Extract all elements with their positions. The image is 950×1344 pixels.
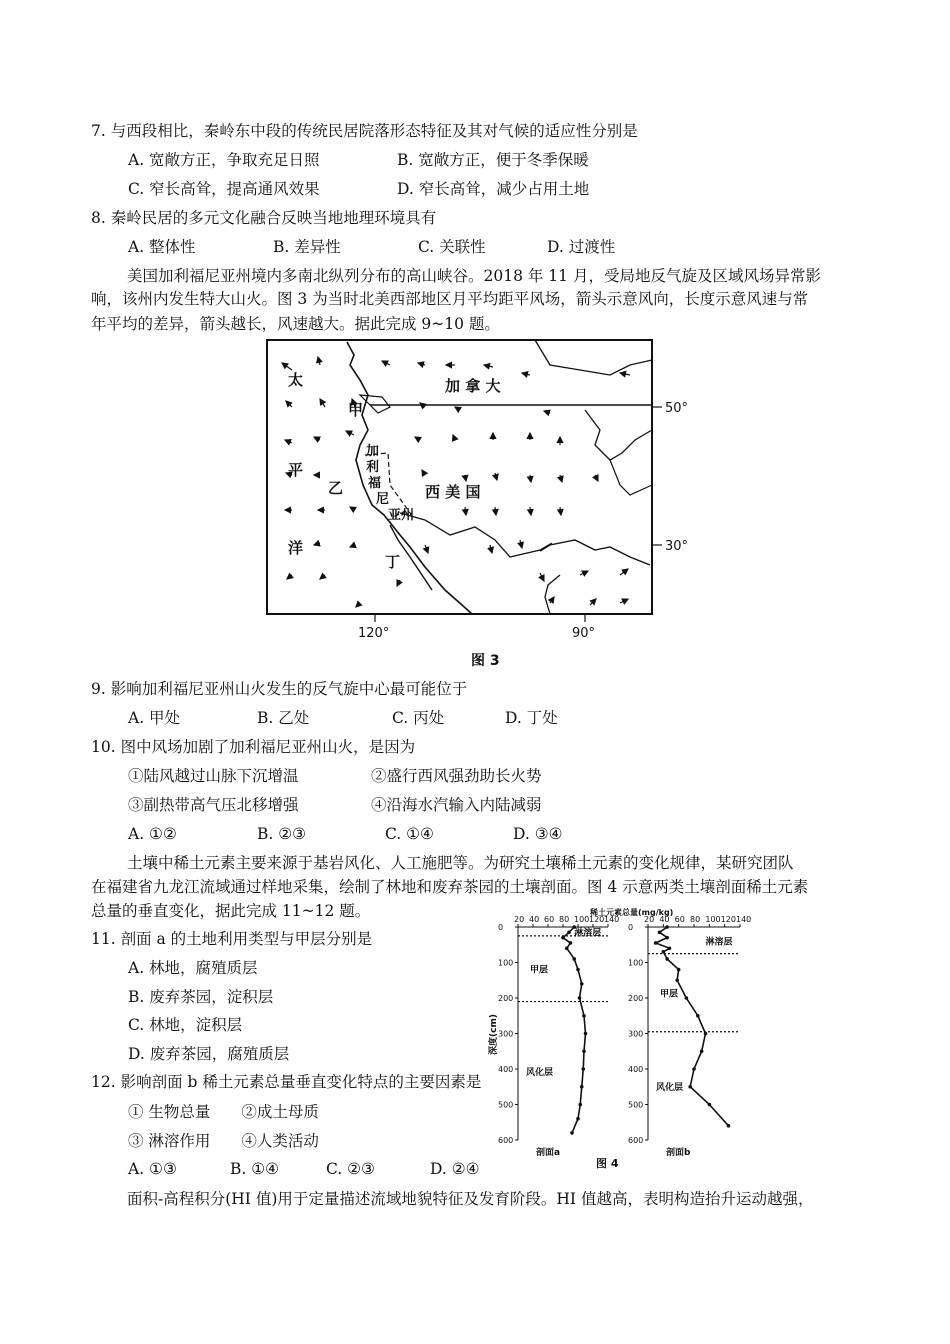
profile-a-xtick-label: 60 <box>544 915 555 924</box>
passage-3-line-1: 面积-高程积分(HI 值)用于定量描述流域地貌特征及发育阶段。HI 值越高，表明构造抬升运动越强， <box>127 1190 814 1208</box>
question-9-stem: 9. 影响加利福尼亚州山火发生的反气旋中心最可能位于 <box>91 680 468 698</box>
profile-b-xtick-label: 80 <box>690 915 701 924</box>
profile-b-ree-point <box>658 931 662 935</box>
question-10-statement-4: ④沿海水汽输入内陆减弱 <box>371 796 542 814</box>
label-yi: 乙 <box>328 479 344 497</box>
question-9-option-b[interactable]: B. 乙处 <box>257 709 310 727</box>
question-10-option-b[interactable]: B. ②③ <box>257 825 307 843</box>
profile-b-xtick-label: 140 <box>736 915 752 924</box>
question-10-stem: 10. 图中风场加剧了加利福尼亚州山火，是因为 <box>91 738 416 756</box>
label-usa: 西 美 国 <box>425 483 481 501</box>
profile-a-ree-point <box>581 1067 585 1071</box>
question-7-option-a[interactable]: A. 宽敞方正，争取充足日照 <box>128 151 320 169</box>
profile-a-ree-point <box>580 982 584 986</box>
profile-a-ree-point <box>565 947 569 951</box>
profile-a-ytick-label: 300 <box>498 1029 514 1039</box>
label-canada: 加 拿 大 <box>445 377 501 395</box>
profile-b-ytick-label: 600 <box>628 1136 644 1145</box>
question-11-option-d[interactable]: D. 废弃茶园，腐殖质层 <box>128 1045 290 1063</box>
label-calif-3: 福 <box>368 476 382 491</box>
question-11-option-a[interactable]: A. 林地，腐殖质层 <box>128 959 258 977</box>
question-11-stem: 11. 剖面 a 的土地利用类型与甲层分别是 <box>91 930 373 948</box>
profile-b-ree-point <box>675 978 679 982</box>
profile-a-ree-point <box>561 936 565 940</box>
question-8-option-a[interactable]: A. 整体性 <box>128 238 196 256</box>
profile-b-ree-point <box>665 957 669 961</box>
figure-3-caption: 图 3 <box>471 653 500 669</box>
label-yang: 洋 <box>288 539 304 557</box>
profile-a-ree-point <box>582 1049 586 1053</box>
profile-b-ree-point <box>677 968 681 972</box>
lat-30: 30° <box>665 539 689 554</box>
figure-4-x-title: 稀土元素总量(mg/kg) <box>590 908 674 917</box>
question-10-statement-3: ③副热带高气压北移增强 <box>128 796 299 814</box>
label-calif-4: 尼 <box>376 492 390 507</box>
question-7-option-b[interactable]: B. 宽敞方正，便于冬季保暖 <box>397 151 589 169</box>
label-ping: 平 <box>288 461 304 479</box>
passage-1-line-3: 年平均的差异，箭头越长，风速越大。据此完成 9~10 题。 <box>91 315 500 333</box>
profile-a-xtick-label: 100 <box>574 915 590 924</box>
profile-a-ytick-label: 100 <box>498 958 514 968</box>
question-12-statements-3-4: ③ 淋溶作用 ④人类活动 <box>128 1132 319 1150</box>
question-7-option-c[interactable]: C. 窄长高耸，提高通风效果 <box>128 180 320 198</box>
profile-b-xtick-label: 100 <box>705 915 721 924</box>
question-10-option-a[interactable]: A. ①② <box>128 825 177 843</box>
profile-a-ytick-label: 600 <box>498 1136 514 1145</box>
profile-b-layer-1-label: 淋溶层 <box>705 937 733 948</box>
profile-b-xtick-label: 120 <box>720 915 736 924</box>
question-12-stem: 12. 影响剖面 b 稀土元素总量垂直变化特点的主要因素是 <box>91 1073 482 1091</box>
profile-a-panel <box>498 915 619 1158</box>
profile-a-ree-point <box>584 1032 588 1036</box>
profile-b-ree-point <box>704 1032 708 1036</box>
profile-b-ree-point <box>692 1067 696 1071</box>
question-10-statement-2: ②盛行西风强劲助长火势 <box>371 767 542 785</box>
profile-a-layer-1-label: 淋溶层 <box>574 928 602 939</box>
lon-120: 120° <box>358 626 390 641</box>
profile-a-ree-point <box>567 931 571 935</box>
profile-a-ytick-label: 0 <box>498 923 504 932</box>
question-12-statements-1-2: ① 生物总量 ②成土母质 <box>128 1103 319 1121</box>
profile-a-xtick-label: 120 <box>589 915 605 924</box>
profile-a-layer-3-label: 风化层 <box>526 1067 554 1078</box>
question-12-option-b[interactable]: B. ①④ <box>230 1160 280 1178</box>
profile-a-ree-point <box>572 957 576 961</box>
profile-a-name: 剖面a <box>536 1148 561 1158</box>
label-tai: 太 <box>288 371 304 389</box>
question-10-option-d[interactable]: D. ③④ <box>513 825 563 843</box>
profile-b-ree-point <box>665 925 669 929</box>
profile-a-ree-point <box>578 1103 582 1107</box>
profile-b-ytick-label: 100 <box>628 958 644 968</box>
profile-b-ree-point <box>727 1124 731 1128</box>
lon-90: 90° <box>572 626 596 641</box>
figure-4-caption: 图 4 <box>596 1157 619 1170</box>
label-calif-5: 亚州 <box>388 508 415 523</box>
passage-2-line-2: 在福建省九龙江流域通过样地采集，绘制了林地和废弃茶园的土壤剖面。图 4 示意两类土壤剖面稀土元素 <box>91 878 809 896</box>
profile-a-ree-point <box>582 1014 586 1018</box>
passage-1-line-1: 美国加利福尼亚州境内多南北纵列分布的高山峡谷。2018 年 11 月，受局地反气旋及区域风场异常影 <box>127 267 821 285</box>
profile-a-ytick-label: 500 <box>498 1100 514 1110</box>
question-9-option-a[interactable]: A. 甲处 <box>128 709 181 727</box>
profile-b-xtick-label: 40 <box>659 915 670 924</box>
question-8-option-c[interactable]: C. 关联性 <box>418 238 486 256</box>
question-11-option-b[interactable]: B. 废弃茶园，淀积层 <box>128 988 274 1006</box>
profile-a-xtick-label: 20 <box>514 915 525 924</box>
question-12-option-d[interactable]: D. ②④ <box>430 1160 480 1178</box>
profile-a-ree-point <box>576 1117 580 1121</box>
question-12-option-c[interactable]: C. ②③ <box>326 1160 375 1178</box>
label-jia: 甲 <box>348 401 364 419</box>
lat-50: 50° <box>665 401 689 416</box>
profile-b-layer-3-label: 风化层 <box>656 1082 684 1093</box>
label-ding: 丁 <box>385 553 401 571</box>
profile-b-xtick-label: 60 <box>674 915 685 924</box>
question-8-stem: 8. 秦岭民居的多元文化融合反映当地地理环境具有 <box>91 209 437 227</box>
profile-b-ree-point <box>708 1103 712 1107</box>
profile-b-ree-point <box>685 996 689 1000</box>
profile-b-ytick-label: 200 <box>628 994 644 1003</box>
profile-a-xtick-label: 80 <box>559 915 570 924</box>
profile-b-ree-point <box>665 936 669 940</box>
question-10-statement-1: ①陆风越过山脉下沉增温 <box>128 767 299 785</box>
profile-b-ytick-label: 400 <box>628 1065 644 1074</box>
profile-a-ree-point <box>580 1085 584 1089</box>
figure-4-y-title: 深度(cm) <box>489 1014 499 1055</box>
question-8-option-b[interactable]: B. 差异性 <box>273 238 341 256</box>
profile-a-ytick-label: 400 <box>498 1065 514 1074</box>
figure-3-wind-map <box>250 335 710 675</box>
passage-2-line-3: 总量的垂直变化，据此完成 11~12 题。 <box>91 902 371 920</box>
profile-b-xtick-label: 20 <box>644 915 655 924</box>
profile-b-ree-point <box>700 1049 704 1053</box>
profile-b-layer-2-label: 甲层 <box>660 989 679 1000</box>
profile-b-ree-point <box>654 941 658 945</box>
profile-b-ytick-label: 500 <box>628 1100 644 1110</box>
question-9-option-c[interactable]: C. 丙处 <box>392 709 445 727</box>
profile-b-ree-point <box>662 950 666 954</box>
profile-a-xtick-label: 140 <box>604 915 620 924</box>
profile-a-xtick-label: 40 <box>529 915 540 924</box>
profile-a-ree-point <box>576 968 580 972</box>
label-calif-1: 加 <box>366 444 380 459</box>
profile-b-panel <box>628 915 751 1158</box>
question-7-option-d[interactable]: D. 窄长高耸，减少占用土地 <box>397 180 590 198</box>
question-9-option-d[interactable]: D. 丁处 <box>505 709 558 727</box>
question-12-option-a[interactable]: A. ①③ <box>128 1160 177 1178</box>
question-7-stem: 7. 与西段相比，秦岭东中段的传统民居院落形态特征及其对气候的适应性分别是 <box>91 122 638 140</box>
question-11-option-c[interactable]: C. 林地，淀积层 <box>128 1016 243 1034</box>
profile-b-ree-line <box>656 927 729 1126</box>
figure-4-soil-profile-chart <box>478 905 768 1175</box>
profile-a-ytick-label: 200 <box>498 994 514 1003</box>
profile-a-ree-point <box>569 941 573 945</box>
label-calif-2: 利 <box>366 460 380 475</box>
question-10-option-c[interactable]: C. ①④ <box>385 825 434 843</box>
profile-b-ree-point <box>696 1014 700 1018</box>
profile-b-ree-point <box>668 947 672 951</box>
question-8-option-d[interactable]: D. 过渡性 <box>547 238 616 256</box>
profile-a-layer-2-label: 甲层 <box>530 965 549 976</box>
profile-b-name: 剖面b <box>666 1148 691 1158</box>
passage-2-line-1: 土壤中稀土元素主要来源于基岩风化、人工施肥等。为研究土壤稀土元素的变化规律，某研究团队 <box>127 854 794 872</box>
profile-b-ree-point <box>688 1085 692 1089</box>
profile-a-ree-point <box>570 1131 574 1135</box>
profile-b-ytick-label: 300 <box>628 1029 644 1039</box>
profile-a-ree-point <box>578 996 582 1000</box>
profile-b-ytick-label: 0 <box>628 923 634 932</box>
passage-1-line-2: 响，该州内发生特大山火。图 3 为当时北美西部地区月平均距平风场，箭头示意风向，长度示意风速与常 <box>91 290 809 308</box>
